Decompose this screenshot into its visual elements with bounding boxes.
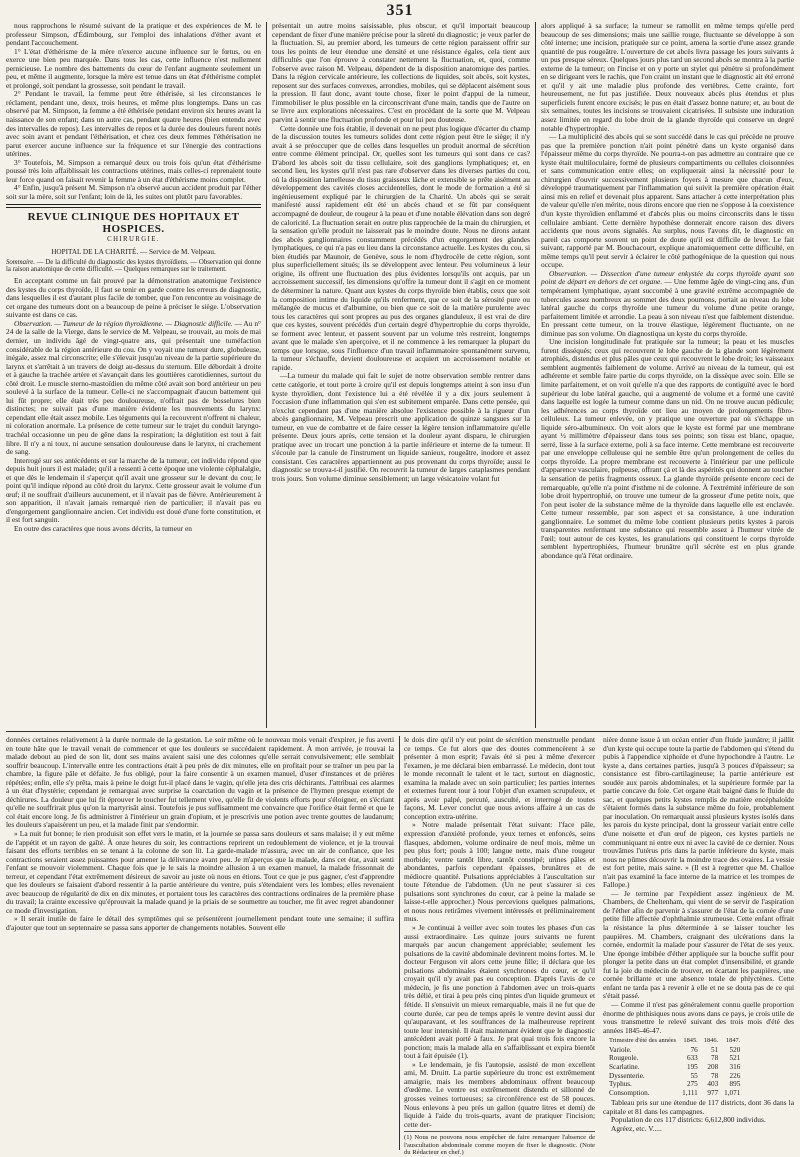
summary [6, 259, 261, 275]
table-header-row [609, 1037, 746, 1046]
paragraph: le dois dire qu'il n'y eut point de sécrétion menstruelle pendant ce temps. Ce fut alors que des doutes commencèrent à se présenter à mon esprit; l'avais été si peu à même d'exercer l'examen, je me déclarai bien embarrassé. Le médecin, dont tout le monde reconnaît le talent et le tact, surtout en diagnostic, examina la malade avec un soin particulier; les parties internes et externes furent tour à tour l'objet d'un examen scrupuleux, et après avoir palpé, percuté, ausculté, et interrogé de toutes façons, M. Lever conclut que nous avions affaire à un cas de conception extra-utérine. [404, 735, 595, 821]
paragraph: Tableau pris sur une étendue de 117 districts, dont 36 dans la capitale et 81 dans les campagnes. [603, 1098, 794, 1116]
table-cell: Scarlatine. [609, 1062, 640, 1071]
paragraph: — La multiplicité des abcès qui se sont succédé dans le cas qui précède ne prouve pas que la première ponction n'ait point pénétré dans un kyste organisé dans l'épaisseur même du corps thyroïde. Ne pourra-t-on pas admettre au contraire que ce kyste était multiloculaire, formé de plusieurs compartiments ou cellules cloisonnées et sans communication entre elles; on expliquerait ainsi la nécessité pour le chirurgien d'ouvrir successivement plusieurs foyers à mesure que chacun d'eux, développé traumatiquement par l'inflammation qui suivit la première opération était ainsi mis en relief et devenait plus apparent. Sans attacher à cette interprétation plus de valeur qu'elle n'en mérite, nous dirons encore que rien ne s'oppose à la coexistence d'un kyste thyroïdien enflammé et d'abcès plus ou moins circonscrits dans le tissu cellulaire ambiant. Cette dernière hypothèse donnerait encore raison des divers accidents que nous avons signalés. Au surplus, nous l'avons dit, le diagnostic en pareil cas comporte souvent un point de doute qu'il est difficile de lever. Le fait suivant, rapporté par M. Bouchacourt, explique anatomiquement cette difficulté, en même temps qu'il peut servir à éclairer le côté pathogénique de la question qui nous occupe. [541, 132, 794, 270]
bottom-column-right [404, 735, 794, 1157]
table-cell: 55 [690, 1071, 698, 1080]
table-cell: 1,111 [682, 1088, 698, 1097]
paragraph: » Il serait inutile de faire le détail des symptômes qui se présentèrent journellement pendant toute une semaine; il suffira d'ajouter que tout un septennaire se passa sans apporter de changements notables. Souvent elle [6, 914, 394, 933]
paragraph: » Le lendemain, je fis l'autopsie, assisté de mon excellent ami, M. Druitt. La partie supérieure du tronc est extrêmement amaigrie, mais les membres abdominaux offrent beaucoup d'œdème. Le ventre est extrêmement distendu et sillonné de grosses veines tortueuses; sa circonférence est de 58 pouces. Nous enlevons à peu près un gallon (quatre litres et demi) de liquide à l'aide du trois-quarts, avant de pratiquer l'incision; cette der- [404, 1059, 595, 1129]
column-divider [399, 736, 400, 1150]
observation-label: Observation. — Dissection d'une tumeur enkystée du corps thyroïde ayant son point de départ en dehors de cet organe. [541, 268, 794, 287]
table-row [609, 1054, 746, 1063]
column-divider [266, 22, 267, 728]
summary-text: — De la difficulté du diagnostic des kystes thyroïdiens. — Observation qui donne la raison anatomique de cette difficulté. — Quelques remarques sur le traitement. [6, 258, 261, 274]
paragraph: Une incision longitudinale fut pratiquée sur la tumeur; la peau et les muscles furent disséqués; ceux qui recouvrent le lobe gauche de la glande sont légèrement atrophiés, distendus et plus pâles que ceux qui recouvrent le lobe droit; les vaisseaux semblent augmentés faiblement de volume. Arrivé au niveau de la tumeur, qui est adhérente et semble faire partie du corps thyroïde, on la dissèque avec soin. Elle se limite parfaitement, et on voit qu'elle n'a que des rapports de contiguïté avec le bord supérieur du lobe latéral gauche, qui a augmenté de volume et a formé une cavité dans laquelle est logée la tumeur comme dans un nid. On ne trouve aucun pédicule; les adhérences au corps thyroïde ont lieu au moyen de prolongements fibro-celluleux. La tumeur enlevée, on y pratique une ouverture par où s'échappe un liquide séro-albumineux. On voit alors que le kyste est formé par une membrane ayant ½ millimètre d'épaisseur dans tous ses points; son tissu est blanc, opaque, serré, lisse à la surface externe, poli à sa face interne. Cette membrane est recouverte par une enveloppe celluleuse qui ne semble être qu'un prolongement de celles du corps thyroïde. La propre membrane est recouverte à l'intérieur par une pellicule d'apparence vasculaire, pulpeuse, offrant çà et là des aspérités qui donnent au toucher la sensation de petits fragments osseux. La glande thyroïde présente encore ceci de remarquable, qu'elle n'a point d'isthme ni de colonne. À l'extrémité inférieure de son lobe droit hypertrophié, on trouve une tumeur de la grosseur d'une petite noix, que l'on peut isoler de la substance même de la thyroïde dans laquelle elle est enclavée. Cette tumeur ressemble, par son aspect et sa consistance, à une induration ganglionnaire. Le sommet du même lobe contient plusieurs petits kystes à parois transparentes renfermant une substance qui ressemble assez à l'humeur vitrée de l'œil; tout autour de ces kystes, les granulations qui constituent le corps thyroïde semblent hypertrophiées, l'humeur brunâtre qu'il sécrète est en plus grande abondance qu'à l'état ordinaire. [541, 337, 794, 560]
paragraph: — Comme il n'est pas généralement connu quelle proportion énorme de phthisiques nous avons dans ce pays, je crois utile de vous transmettre le relevé suivant des trois mois d'été des années 1845-46-47. [603, 999, 794, 1035]
paragraph: — Je termine par l'expédient assez ingénieux de M. Chambers, de Cheltenham, qui vient de se servir de l'aspiration de l'éther afin de parvenir à s'assurer de l'état de la cornée d'une petite fille affectée d'ophthalmie strumeuse. Cette enfant offrait la résistance la plus déterminée à se laisser toucher les paupières. M. Chambers, craignant des ulcérations dans la cornée, endormit la malade pour s'assurer de l'état de ses yeux. Une éponge imbibée d'éther appliquée sur la bouche suffit pour plonger la petite dans un état complet d'insensibilité, et grande fut la joie du médecin de trouver, en écartant les paupières, une cornée brillante et une absence totale de phlyctènes. Cette enfant ne tarda pas à revenir à elle et ne se douta pas de ce qui s'était passé. [603, 888, 794, 1001]
column-3 [541, 22, 794, 730]
table-cell: Consomption. [609, 1088, 650, 1097]
table-cell: 226 [729, 1071, 741, 1080]
paragraph: nière donne issue à un océan entier d'un fluide jaunâtre; il jaillit d'un kyste qui occupe toute la partie de l'abdomen qui s'étend du pubis à l'appendice xiphoïde et d'une hypochondre à l'autre. Le kyste a, dans certaines parties, jusqu'à 3 pouces d'épaisseur; sa consistance est fibro-cartilagineuse; la partie antérieure est soudée aux parois abdominales, et la supérieure formée par la partie concave du foie. Cet organe était baigné dans le fluide du sac, et quelques petits kystes remplis de matière encéphaloïde s'étaient formés dans la substance même du foie, probablement par inoculation. On remarquait aussi plusieurs kystes isolés dans les parois du kyste principal, dont la grosseur variait entre celle d'une noisette et d'un œuf de pigeon, ces kystes partiels ne communiquant ni entre eux ni avec la cavité de ce dernier. Nous trouvâmes l'utérus pris dans la partie inférieure du kyste, mais nous ne pûmes découvrir la moindre trace des ovaires. La vessie est fort petite, mais saine. » (Il est à regretter que M. Challoe n'ait pas examiné la face interne de la matrice et les trompes de Fallope.) [603, 735, 794, 890]
mortality-table [609, 1037, 746, 1097]
table-cell: 520 [729, 1045, 741, 1054]
horizontal-divider [6, 731, 794, 732]
column-1 [6, 22, 261, 730]
hospital-heading: HOPITAL DE LA CHARITÉ. — Service de M. Velpeau. [51, 248, 216, 257]
paragraph: Population de ces 117 districts: 6,612,800 individus. [611, 1115, 766, 1125]
paragraph: » La nuit fut bonne; le rien produisit son effet vers le matin, et la journée se passa sans douleurs et sans malaise; il y eut même de l'appétit et un rayon de gaîté. À onze heures du soir, les contractions reprirent un redoublement de violence, et je la trouvai faisant des efforts terribles en se tenant à la colonne de son lit. La garde-malade m'assura, avec un air de confiance, que les contractions seraient assez puissantes pour amener la délivrance avant peu. Je m'aperçus que la malade, dans cet état, avait senti l'enfant se mouvoir violemment. Chaque fois que je le sais la moindre allusion à un examen manuel, la malade frissonnait de terreur, et cependant l'état extrêmement désireux de savoir au juste où nous en étions. Tout ce que je pus gagner, c'est d'apprendre que les douleurs se faisaient d'abord ressentir à la partie antérieure du ventre, puis s'étendaient vers les lombes; elles revenaient avec beaucoup de régularité de dix en dix minutes, et portaient tous les caractères des contractions ordinaires de la première phase du travail; la crainte excessive qu'éprouvait la malade quand je la priais de se soumettre au toucher, me fit avec regret abandonner ce mode d'investigation. [6, 829, 394, 915]
paragraph: alors appliqué à sa surface; la tumeur se ramollit en même temps qu'elle perd beaucoup de ses dimensions; mais une saillie rouge, fluctuante se développe à son côté interne; une incision, pratiquée sur ce point, amena la sortie d'une assez grande quantité de pus rougeâtre. L'ouverture de cet abcès livra passage les jours suivants à un pus presque séreux. Quelques jours plus tard un second abcès se montra à la partie externe de la tumeur; on l'incise et on y porte un stylet qui pénètre si profondément en se dirigeant vers le rachis, que l'on craint un instant que le diagnostic ait été erroné et qu'il y ait une maladie plus profonde des vertèbres. Cette crainte, fort heureusement, ne fut pas justifiée. Deux nouveaux abcès plus étendus et plus superficiels furent encore excisés; le pus en était d'assez bonne nature; et, au bout de six semaines, toutes les incisions se trouvaient cicatrisées. Il subsiste une induration assez limitée en regard du lobe droit de la glande thyroïde qui conserve un degré notable d'hypertrophie. [541, 21, 794, 133]
paragraph: données certaines relativement à la durée normale de la gestation. Le soir même où le nouveau mois venait d'expirer, je fus averti en toute hâte que le travail venait de commencer et que les douleurs se succédaient rapidement. À mon arrivée, je trouvai la malade debout au pied de son lit, dont ses mains avaient saisi une des colonnes qu'elle serrait convulsivement; elle semblait souffrir beaucoup. L'intervalle entre les contractions était à peu près de dix minutes, elle en profitait pour se traîner un peu par la chambre, la figure pâle et défaite. Je fus obligé, pour la faire consentir à un examen manuel, d'user d'instances et de prières répétées; enfin, elle s'y prêta, mais à peine le doigt fut-il placé dans le vagin, qu'elle jeta des cris déchirants. J'attribuai ces alarmes à un état d'hystérie; cependant je remarquai avec surprise la coarctation du vagin et la présence de l'hymen presque exempt de déchirures. La douleur que lui fit éprouver le toucher fut tellement vive, qu'elle fit de violents efforts pour s'éloigner, en s'écriant qu'elle ne souffrirait plus qu'on la martyrisât ainsi. Toutefois je pus suffisamment me convaincre que l'orifice était fermé et que le col était encore long. Je fis administrer à l'intérieur un grain d'opium, et je prescrivis une potion avec trente gouttes de laudanum; les douleurs s'apaisèrent un peu, et la malade finit par s'endormir. [6, 735, 394, 830]
section-title: REVUE CLINIQUE DES HOPITAUX ET HOSPICES. [27, 211, 240, 236]
footnote: (1) Nous ne pouvons nous empêcher de faire remarquer l'absence de l'auscultation abdominale comme moyen de fixer le diagnostic. (Note du Rédacteur en chef.) [404, 1131, 595, 1157]
table-cell: Typhus. [609, 1080, 632, 1089]
paragraph: —La tumeur du malade qui fait le sujet de notre observation semble rentrer dans cette catégorie, et tout porte à croire qu'il est depuis longtemps atteint à son insu d'un kyste thyroïdien, dont l'existence lui a été révélée il y a dix jours seulement à l'occasion d'une inflammation qui s'en est subitement emparée. Dans cette pensée, qui n'exclut cependant pas d'une manière absolue l'existence possible à la rigueur d'un abcès ganglionnaire, M. Velpeau prescrit une application de quinze sangsues sur la tumeur, en vue de combattre et de faire cesser la légère tension inflammatoire qu'elle présente. Deux jours après, cette tension et la douleur ayant disparu, le chirurgien pratique avec un trocart une ponction à la partie inférieure et interne de la tumeur. Il s'écoule par la canule de l'instrument un liquide sanieux, rougeâtre, inodore et assez consistant. Ces caractères appartiennent au pus provenant du corps thyroïde; aussi le diagnostic se trouva-t-il justifié. On recouvrit la tumeur de larges cataplasmes pendant trois jours. Son volume diminue sensiblement; un large vésicatoire volant fut [272, 371, 530, 483]
table-cell: 51 [710, 1045, 719, 1054]
observation-text: — Une femme âgée de vingt-cinq ans, d'un tempérament lymphatique, ayant succombé à une gravité extrême accompagnée de tubercules assez nombreux au sommet des deux poumons, portait au niveau du lobe latéral gauche du corps thyroïde une tumeur du volume d'une petite orange, parfaitement limitée et arrondie. La peau à son niveau n'est que faiblement distendue. En pressant cette tumeur, on la trouve élastique, légèrement fluctuante, on ne diminue pas son volume. On diagnostiqua un kyste du corps thyroïde. [541, 277, 795, 338]
paragraph: En acceptant comme un fait prouvé par la démonstration anatomique l'existence des kystes du corps thyroïde, il faut se tenir en garde contre les erreurs de diagnostic, dans lesquelles il est d'autant plus facile de tomber, que l'on rencontre au voisinage de cet organe des tumeurs dont on a beaucoup de peine à préciser le siège. L'observation suivante est dans ce cas. [6, 276, 261, 320]
table-header: 1847. [725, 1037, 741, 1045]
bottom-subcolumn-b [603, 736, 794, 1152]
bottom-subcolumn-a [404, 735, 595, 1157]
table-row [609, 1046, 746, 1055]
column-divider [535, 22, 536, 728]
section-rule [6, 207, 261, 208]
observation [6, 320, 261, 457]
table-cell: 76 [690, 1045, 698, 1054]
paragraph: nous rapprochons le résumé suivant de la pratique et des expériences de M. le professeur Simpson, d'Édimbourg, sur l'emploi des inhalations d'éther avant et pendant l'accouchement. [6, 21, 261, 48]
paragraph: 1° L'état d'éthérisme de la mère n'exerce aucune influence sur le fœtus, ou en exerce une bien peu marquée. Dans tous les cas, cette influence n'est nullement pernicieuse. Le nombre des battements du cœur de l'enfant augmente seulement un peu, et même il augmente, lorsque la mère est tenue dans un état d'éthérisme complet et prolongé, soit pendant la grossesse, soit pendant le travail. [6, 46, 261, 90]
section-rule [6, 204, 261, 205]
table-cell: 275 [686, 1080, 698, 1089]
table-cell: 403 [707, 1080, 719, 1089]
table-row [609, 1063, 746, 1072]
paragraph: Cette donnée une fois établie, il devenait on ne peut plus logique d'écarter du champ de la discussion toutes les tumeurs solides dont cette région peut être le siège; il n'y avait à se préoccuper que de celles dans lesquelles un produit anormal de sécrétion entre comme élément principal. Or, quelles sont les tumeurs qui sont dans ce cas? D'abord les abcès soit du tissu cellulaire, soit des ganglions lymphatiques; et, en second lieu, les kystes qu'il n'est pas rare d'observer dans les diverses parties du cou, où la disposition lamelleuse du tissu graisseux lâche et extensible se prête aisément au développement des cavités closes accidentelles, dont le mode de formation a été si ingénieusement expliqué par le chirurgien de la Charité. Un abcès qui se serait manifesté aussi rapidement eût été un abcès chaud et se fût par conséquent accompagné de douleur, de rougeur à la peau et d'une notable élévation dans son degré de caloricité. La fluctuation serait en outre plus rapprochée de la main du chirurgien, et la sensation qu'elle produit ne laisserait pas le moindre doute. Nous ne dirons autant des abcès ganglionnaires constamment précédés d'un engorgement des glandes lymphatiques, ce qui n'a pas eu lieu dans la circonstance actuelle. Les kystes du cou, si bien étudiés par Maunoir, de Genève, sous le nom d'hydrocèle de cette région, sont plus superficiellement situés; ils se développent avec lenteur. Peu volumineux à leur origine, ils offrent une fluctuation des plus évidentes lorsqu'ils ont acquis, par un accroissement successif, les dimensions qu'offre la tumeur dont il s'agit en ce moment de déterminer la nature. Quant aux kystes du corps thyroïde bien établis, ceux que soit la composition intime du liquide qu'ils renferment, que ce soit de la sérosité pure ou mélangée de mucus et d'albumine, ou bien que ce soit de la matière purulente avec tous les caractères qui sont propres au pus des organes glanduleux, il est vrai de dire que ces kystes, souvent précédés d'un certain degré d'hypertrophie du corps thyroïde, se forment avec lenteur, et passent souvent par un volume très restreint, longtemps avant que le malade s'en aperçoive, et il ne commence à les remarquer la plupart du temps que lorsque, sous l'influence d'un travail inflammatoire spontanément survenu, la tumeur s'échauffe, devient douloureuse et acquiert un accroissement notable et rapide. [272, 123, 530, 372]
summary-label: Sommaire. [6, 258, 36, 266]
table-row [609, 1080, 746, 1089]
table-header: Trimestre d'été des années [609, 1037, 677, 1045]
table-cell: 195 [686, 1062, 698, 1071]
column-2 [272, 22, 530, 730]
table-cell: 977 [707, 1088, 719, 1097]
section-subtitle: CHIRURGIE. [107, 236, 160, 244]
table-cell: 633 [686, 1054, 698, 1063]
paragraph: 3° Toutefois, M. Simpson a remarqué deux ou trois fois qu'un état d'éthérisme poussé très loin affaiblissait les contractions utérines, mais celles-ci reprenaient toute leur force quand on faisait revenir la femme à un état d'éthérisme moins complet. [6, 157, 261, 184]
page-number: 351 [386, 2, 414, 19]
table-cell: 316 [729, 1062, 741, 1071]
table-cell: 1,071 [724, 1088, 741, 1097]
paragraph: En outre des caractères que nous avons décrits, la tumeur en [14, 524, 192, 534]
table-cell: 895 [729, 1080, 741, 1089]
table-row [609, 1072, 746, 1081]
bottom-column-left [6, 736, 394, 1152]
table-cell: 521 [729, 1054, 741, 1063]
table-cell: 78 [710, 1054, 719, 1063]
paragraph: » Notre malade présentait l'état suivant: l'face pâle, expression d'anxiété profonde, yeux ternes et enfoncés, seins flasques, abdomen, volume ordinaire de neuf mois, même un peu plus fort; pouls à 100; langue nette, mais d'une rougeur morbide; ventre tantôt libre, tantôt constipé; urines pâles et abondantes, parfois cependant épaisses, brunâtres et de médiocre quantité. Pulsations appréciables à l'auscultation sur toute l'étendue de l'abdomen. (Un ne peut s'assurer si ces pulsations sont synchrones du cœur, car à peine la malade se laisse-t-elle approcher.) Nous percevions quelques palmations, et nous nous retirâmes vivement intéressés et préliminairement mus. [404, 820, 595, 924]
paragraph: présentait un autre moins saisissable, plus obscur, et qu'il importait beaucoup cependant de fixer d'une manière précise pour la sûreté du diagnostic; je veux parler de la fluctuation. Si, au premier abord, les tumeurs de cette région paraissent offrir sur tous les points de leur étendue une densité et une résistance égales, cela tient aux difficultés que l'on éprouve à constater nettement la fluctuation, et, quoi, comme l'observe avec raison M. Velpeau, dépendent de la disposition anatomique des parties. Dans la région cervicale antérieure, les collections de liquides, soit abcès, soit kystes, reposent sur des surfaces convexes, arrondies, mobiles, qui se déplacent aisément sous la pression. Il faut donc, avant toute chose, fixer le point d'appui de la tumeur, l'immobiliser le plus possible en la circonscrivant d'une main, tandis que de l'autre on se livre aux explorations nécessaires. C'est en procédant de la sorte que M. Velpeau parvint à sentir une fluctuation profonde et pour lui peu douteuse. [272, 21, 530, 125]
table-row [609, 1089, 746, 1098]
table-cell: Variole. [609, 1045, 632, 1054]
observation-text: — Au n° 24 de la salle de la Vierge, dans le service de M. Velpeau, se trouvait, au mois de mai dernier, un individu âgé de vingt-quatre ans, qui présentait une tuméfaction considérable de la région antérieure du cou. On y voyait une tumeur dure, globuleuse, inégale, assez mal circonscrite; elle s'élevait jusqu'au niveau de la partie supérieure du larynx et s'arrêtait à un travers de doigt au-dessus du sternum. Elle débordait à droite et à gauche la trachée artère et s'avançait dans les gouttières carotidiennes, surtout du côté droit. Le muscle sterno-mastoïdien du même côté avait son bord antérieur un peu soulevé à la surface de la tumeur. Celle-ci ne s'accompagnait d'aucun battement qui lui fût propre; elle était très peu douloureuse, n'offrait pas de bosselures bien distinctes; ne suivait pas d'une manière évidente les mouvements du larynx: cependant elle était assez mobile. Les téguments qui la recouvrent n'offrent ni chaleur, ni coloration anormale. La présence de cette tumeur sur le trajet du conduit laryngo-trachéal occasionne un peu de gêne dans la respiration; la déglutition est tout à fait libre. Il n'y a ni toux, ni aucune sensation douloureuse dans le larynx, ni crachement de sang. [6, 318, 261, 457]
paragraph: Interrogé sur ses antécédents et sur la marche de la tumeur, cet individu répond que depuis huit jours il est malade; qu'il a ressenti à cette époque une violente céphalalgie, et que dès le lendemain il s'aperçut qu'il avait une grosseur sur le devant du cou; le point qu'il indique répond au côté droit du larynx. Cette grosseur avait le volume d'un œuf; il ne souffrait d'ailleurs aucunement, et il n'avait pas de fièvre. Antérieurement à son apparition, il n'avait jamais remarqué rien de particulier; il n'avait pas eu d'engorgement ganglionnaire ancien. Cet individu est doué d'une forte constitution, et il est fort sanguin. [6, 455, 261, 525]
table-header: 1845. [683, 1037, 698, 1045]
table-cell: 78 [710, 1071, 719, 1080]
paragraph: » Je continuai à veiller avec soin toutes les phases d'un cas aussi extraordinaire. Les quinze jours suivants ne furent marqués par aucun changement appréciable; seulement les pulsations de la cavité abdominale devinrent moins fortes. M. le docteur Ferguson vit alors cette jeune fille; il déclara que les pulsations abdominales étaient synchrones du cœur, et qu'il croyait qu'il n'y avait pas eu conception. D'après l'avis de ce médecin, je fis une ponction à l'abdomen avec un trois-quarts très délié, et tirai à peu près cinq pintes d'un liquide grumeux et fétide. Il s'ensuivit un mieux remarquable, mais il ne fut que de courte durée, car peu de temps après le ventre devint aussi dur qu'auparavant, et les souffrances de la malheureuse reprirent toute leur intensité. Il était maintenant évident que le diagnostic antécédent avait porté à faux. Je prat quai trois fois encore la ponction; mais la malade alla en s'affaiblissant et expira bientôt tout à fait épuisée (1). [404, 923, 595, 1061]
signature-line: Agréez, etc. V..... [611, 1123, 662, 1133]
table-cell: Rougeole. [609, 1054, 639, 1063]
table-header: 1846. [703, 1037, 719, 1045]
observation [541, 270, 794, 338]
table-cell: Dyssenterie. [609, 1071, 645, 1080]
table-cell: 208 [707, 1062, 719, 1071]
paragraph: 2° Pendant le travail, la femme peut être éthérisée, si les circonstances le réclament, pendant une, deux, trois heures, et même plus longtemps. Dans un cas observé par M. Simpson, la femme a été éthérisée pendant environ six heures avant la naissance de son enfant; dans un autre cas, pendant quatre heures (bien entendu avec des intervalles de repos). Les intervalles de repos et la durée des douleurs furent notés avec soin avant et pendant l'éthérisation, et chez ces deux femmes l'éthérisation ne parut exercer aucune influence sur la fréquence et sur l'énergie des contractions utérines. [6, 89, 261, 159]
paragraph: 4° Enfin, jusqu'à présent M. Simpson n'a observé aucun accident produit par l'éther soit sur la mère, soit sur l'enfant; loin de là, les suites ont plutôt paru favorables. [6, 183, 261, 201]
observation-label: Observation. — Tumeur de la région thyroïdienne. — Diagnostic difficile. [14, 318, 233, 328]
